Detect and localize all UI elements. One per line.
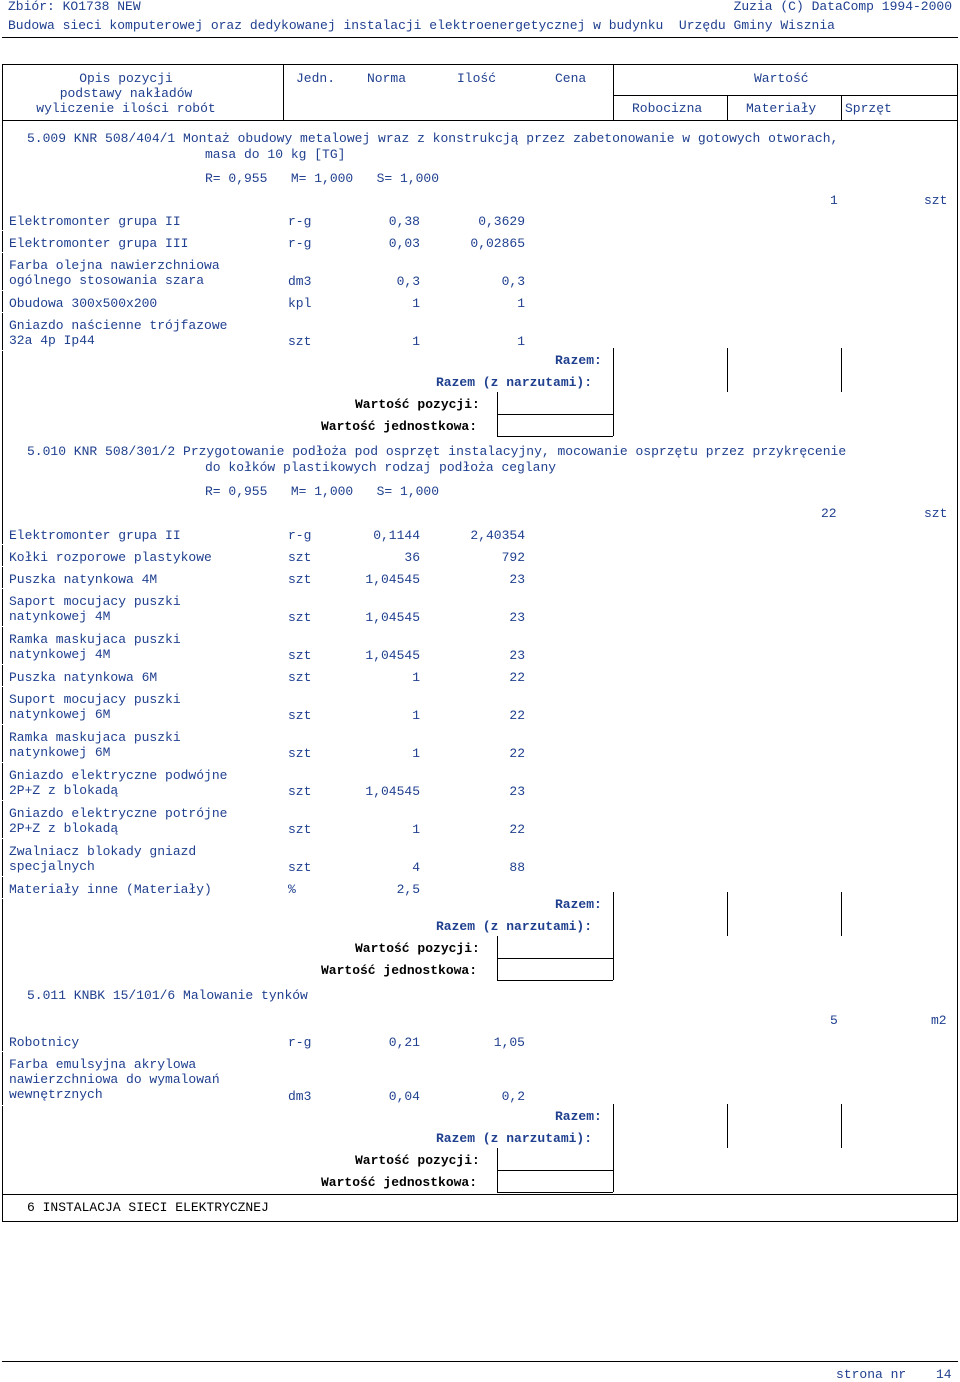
value-col-line: [613, 1148, 614, 1192]
value-col-line: [841, 348, 842, 392]
resource-norma: 1,04545: [365, 610, 420, 625]
resource-name: Farba olejna nawierzchniowa ogólnego stosowania szara: [9, 258, 220, 288]
row-separator: [2, 898, 420, 899]
row-separator: [2, 544, 420, 545]
position-title: 5.010 KNR 508/301/2 Przygotowanie podłoża pod osprzęt instalacyjny, mocowanie osprzętu przez przykręcenie: [27, 444, 847, 459]
col-header-wartosc: Wartość: [754, 71, 809, 86]
razem-label: Razem:: [555, 897, 602, 912]
page-label: strona nr: [836, 1367, 907, 1382]
resource-name: Elektromonter grupa II: [9, 214, 181, 229]
wartosc-jedn-label: Wartość jednostkowa:: [321, 419, 478, 434]
razem-label: Razem:: [555, 1109, 602, 1124]
resource-norma: 0,38: [388, 214, 420, 229]
position-unit: m2: [931, 1013, 947, 1028]
resource-name: Obudowa 300x500x200: [9, 296, 158, 311]
resource-name: Gniazdo naścienne trójfazowe 32a 4p Ip44: [9, 318, 228, 348]
resource-ilosc: 23: [509, 572, 525, 587]
col-header-norma: Norma: [367, 71, 407, 86]
resource-name: Puszka natynkowa 6M: [9, 670, 158, 685]
value-col-line: [727, 348, 728, 392]
resource-name: Saport mocujacy puszki natynkowej 4M: [9, 594, 181, 624]
resource-name: Zwalniacz blokady gniazd specjalnych: [9, 844, 197, 874]
value-col-line: [613, 348, 614, 392]
resource-norma: 0,21: [388, 1035, 420, 1050]
row-separator: [2, 626, 420, 627]
resource-ilosc: 22: [509, 746, 525, 761]
resource-norma: 1: [412, 746, 420, 761]
footer-divider: [2, 1361, 958, 1362]
resource-name: Farba emulsyjna akrylowa nawierzchniowa do wymalowań wewnętrznych: [9, 1057, 220, 1102]
resource-norma: 2,5: [396, 882, 420, 897]
value-line: [497, 958, 613, 959]
resource-unit: r-g: [288, 214, 312, 229]
resource-norma: 4: [412, 860, 420, 875]
resource-name: Gniazdo elektryczne podwójne 2P+Z z blokadą: [9, 768, 228, 798]
resource-ilosc: 22: [509, 670, 525, 685]
resource-norma: 1,04545: [365, 784, 420, 799]
header-divider: [2, 37, 958, 38]
resource-ilosc: 1: [517, 296, 525, 311]
value-col-line: [613, 392, 614, 436]
wartosc-pozycji-label: Wartość pozycji:: [355, 397, 480, 412]
section-divider: [2, 1194, 958, 1195]
resource-name: Kołki rozporowe plastykowe: [9, 550, 212, 565]
position-params: R= 0,955 M= 1,000 S= 1,000: [205, 171, 440, 186]
resource-norma: 0,1144: [373, 528, 420, 543]
resource-norma: 0,03: [388, 236, 420, 251]
value-col-line: [727, 1104, 728, 1148]
razem-narzut-label: Razem (z narzutami):: [436, 1131, 593, 1146]
row-separator: [2, 664, 420, 665]
resource-unit: szt: [288, 860, 312, 875]
position-quantity: 5: [830, 1013, 838, 1028]
position-quantity: 1: [830, 193, 838, 208]
row-separator: [2, 1051, 420, 1052]
value-line: [497, 980, 613, 981]
resource-name: Ramka maskujaca puszki natynkowej 4M: [9, 632, 181, 662]
wartosc-jedn-label: Wartość jednostkowa:: [321, 1175, 478, 1190]
resource-name: Robotnicy: [9, 1035, 80, 1050]
row-separator: [2, 290, 420, 291]
wartosc-pozycji-label: Wartość pozycji:: [355, 941, 480, 956]
resource-ilosc: 22: [509, 822, 525, 837]
resource-unit: szt: [288, 334, 312, 349]
document-title: Budowa sieci komputerowej oraz dedykowanej instalacji elektroenergetycznej w budynku Urzędu Gminy Wisznia: [8, 18, 835, 33]
value-col-line: [613, 892, 614, 936]
value-line: [497, 1170, 613, 1171]
col-line: [283, 64, 284, 120]
resource-norma: 0,04: [388, 1089, 420, 1104]
position-unit: szt: [924, 193, 948, 208]
resource-ilosc: 22: [509, 708, 525, 723]
col-line: [727, 95, 728, 120]
resource-ilosc: 0,3629: [478, 214, 525, 229]
resource-name: Suport mocujacy puszki natynkowej 6M: [9, 692, 181, 722]
resource-name: Elektromonter grupa III: [9, 236, 189, 251]
position-title-cont: do kołków plastikowych rodzaj podłoża ceglany: [205, 460, 557, 475]
value-line: [497, 1192, 613, 1193]
resource-ilosc: 0,3: [501, 274, 525, 289]
value-col-line: [613, 1104, 614, 1148]
resource-unit: szt: [288, 550, 312, 565]
resource-name: Puszka natynkowa 4M: [9, 572, 158, 587]
position-quantity: 22: [821, 506, 837, 521]
wartosc-jedn-label: Wartość jednostkowa:: [321, 963, 478, 978]
resource-norma: 1,04545: [365, 648, 420, 663]
row-separator: [2, 312, 420, 313]
resource-unit: dm3: [288, 274, 312, 289]
value-line: [497, 436, 613, 437]
resource-ilosc: 23: [509, 648, 525, 663]
section-title: 6 INSTALACJA SIECI ELEKTRYCZNEJ: [27, 1200, 269, 1215]
resource-name: Ramka maskujaca puszki natynkowej 6M: [9, 730, 181, 760]
collection-label: Zbiór: KO1738 NEW: [8, 0, 141, 14]
resource-unit: szt: [288, 670, 312, 685]
row-separator: [2, 838, 420, 839]
resource-unit: dm3: [288, 1089, 312, 1104]
page-number: 14: [936, 1367, 952, 1382]
resource-norma: 1: [412, 708, 420, 723]
row-separator: [2, 350, 420, 351]
resource-unit: szt: [288, 610, 312, 625]
position-title: 5.011 KNBK 15/101/6 Malowanie tynków: [27, 988, 308, 1003]
resource-ilosc: 1,05: [493, 1035, 525, 1050]
value-col-line: [841, 1104, 842, 1148]
resource-norma: 36: [404, 550, 420, 565]
resource-ilosc: 792: [501, 550, 525, 565]
resource-ilosc: 23: [509, 610, 525, 625]
razem-label: Razem:: [555, 353, 602, 368]
row-separator: [2, 252, 420, 253]
row-separator: [2, 566, 420, 567]
software-label: Zuzia (C) DataComp 1994-2000: [733, 0, 952, 14]
col-header-materialy: Materiały: [746, 101, 817, 116]
col-line: [841, 95, 842, 120]
resource-unit: szt: [288, 822, 312, 837]
resource-unit: szt: [288, 572, 312, 587]
col-header-ilosc: Ilość: [457, 71, 497, 86]
position-title: 5.009 KNR 508/404/1 Montaż obudowy metalowej wraz z konstrukcją przez zabetonowanie w gotowych otworach,: [27, 131, 839, 146]
row-separator: [2, 230, 420, 231]
position-title-cont: masa do 10 kg [TG]: [205, 147, 346, 162]
row-separator: [2, 800, 420, 801]
resource-ilosc: 88: [509, 860, 525, 875]
resource-ilosc: 2,40354: [470, 528, 525, 543]
resource-name: Elektromonter grupa II: [9, 528, 181, 543]
value-col-line: [613, 936, 614, 980]
resource-ilosc: 23: [509, 784, 525, 799]
col-header-sprzet: Sprzęt: [845, 101, 892, 116]
value-col-line: [841, 892, 842, 936]
resource-norma: 1: [412, 670, 420, 685]
resource-norma: 1: [412, 334, 420, 349]
wartosc-pozycji-label: Wartość pozycji:: [355, 1153, 480, 1168]
resource-name: Materiały inne (Materiały): [9, 882, 212, 897]
row-separator: [2, 588, 420, 589]
resource-unit: szt: [288, 708, 312, 723]
header-bottom-line: [2, 120, 958, 121]
position-unit: szt: [924, 506, 948, 521]
row-separator: [2, 1105, 420, 1106]
value-line: [497, 414, 613, 415]
resource-unit: kpl: [288, 296, 312, 311]
razem-narzut-label: Razem (z narzutami):: [436, 375, 593, 390]
resource-ilosc: 0,2: [501, 1089, 525, 1104]
resource-unit: %: [288, 882, 296, 897]
resource-unit: szt: [288, 784, 312, 799]
resource-unit: szt: [288, 648, 312, 663]
row-separator: [2, 686, 420, 687]
resource-norma: 1: [412, 296, 420, 311]
resource-name: Gniazdo elektryczne potrójne 2P+Z z blokadą: [9, 806, 228, 836]
resource-unit: r-g: [288, 528, 312, 543]
value-col-line: [727, 892, 728, 936]
col-line: [613, 64, 614, 120]
resource-unit: szt: [288, 746, 312, 761]
resource-ilosc: 1: [517, 334, 525, 349]
resource-unit: r-g: [288, 1035, 312, 1050]
col-header-opis: Opis pozycji podstawy nakładów wyliczenie ilości robót: [36, 71, 216, 116]
resource-ilosc: 0,02865: [470, 236, 525, 251]
col-header-jedn: Jedn.: [296, 71, 336, 86]
resource-unit: r-g: [288, 236, 312, 251]
resource-norma: 1: [412, 822, 420, 837]
resource-norma: 0,3: [396, 274, 420, 289]
row-separator: [2, 762, 420, 763]
row-separator: [2, 724, 420, 725]
col-header-cena: Cena: [555, 71, 587, 86]
row-separator: [2, 876, 420, 877]
razem-narzut-label: Razem (z narzutami):: [436, 919, 593, 934]
col-header-robocizna: Robocizna: [632, 101, 703, 116]
position-params: R= 0,955 M= 1,000 S= 1,000: [205, 484, 440, 499]
wartosc-subdivider: [613, 95, 958, 96]
resource-norma: 1,04545: [365, 572, 420, 587]
